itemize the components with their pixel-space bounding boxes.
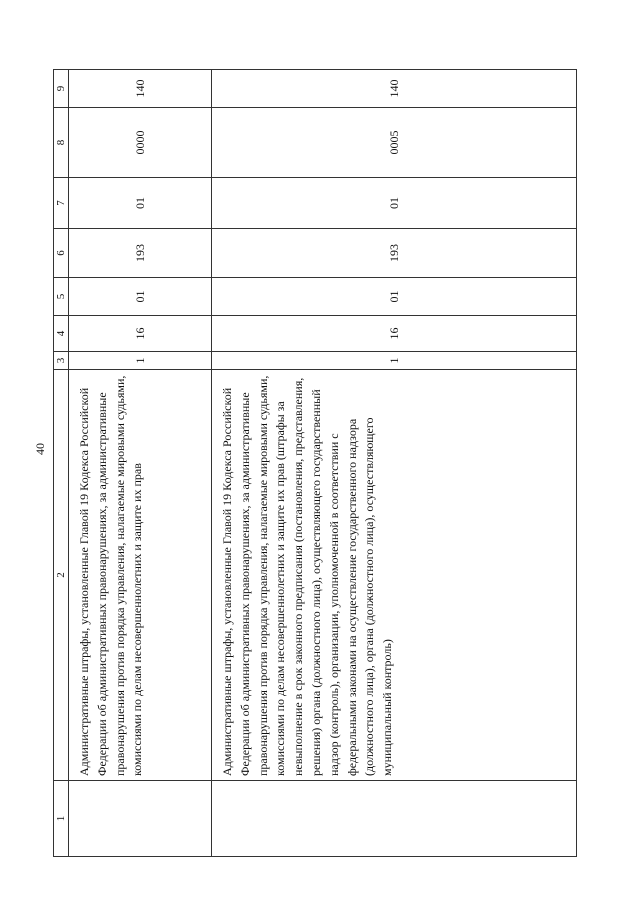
code-cell-8: 0005 [212, 108, 577, 178]
header-row [54, 70, 69, 857]
code-cell-3: 1 [212, 352, 577, 370]
code-cell-6: 193 [212, 229, 577, 278]
column-header-6: 6 [54, 229, 69, 278]
column-header-4: 4 [54, 316, 69, 352]
code-cell-9: 140 [212, 70, 577, 108]
code-cell-6: 193 [69, 229, 212, 278]
table-row [69, 70, 212, 857]
code-cell-5: 01 [69, 278, 212, 316]
budget-classification-table [53, 69, 577, 857]
column-header-2: 2 [54, 370, 69, 781]
column-header-8: 8 [54, 108, 69, 178]
row-number-cell [212, 781, 577, 857]
table-row [212, 70, 577, 857]
code-cell-7: 01 [212, 178, 577, 229]
rotated-table-wrapper [53, 70, 575, 857]
code-cell-4: 16 [69, 316, 212, 352]
description-cell: Административные штрафы, установленные Главой 19 Кодекса Российской Федерации об административных правонарушениях, за административные правонарушения против порядка управления, налагаемые мировыми судьями, комиссиями по делам несовершеннолетних и защите их прав [69, 370, 212, 781]
code-cell-5: 01 [212, 278, 577, 316]
code-cell-3: 1 [69, 352, 212, 370]
column-header-1: 1 [54, 781, 69, 857]
column-header-3: 3 [54, 352, 69, 370]
row-number-cell [69, 781, 212, 857]
column-header-9: 9 [54, 70, 69, 108]
code-cell-7: 01 [69, 178, 212, 229]
code-cell-8: 0000 [69, 108, 212, 178]
column-header-5: 5 [54, 278, 69, 316]
description-cell: Административные штрафы, установленные Главой 19 Кодекса Российской Федерации об административных правонарушениях, за административные правонарушения против порядка управления, налагаемые мировыми судьями, комиссиями по делам несовершеннолетних и защите их прав (штрафы за невыполнение в срок законного предписания (постановления, представления, решения) органа (должностного лица), осуществляющего государственный надзор (контроль), организации, уполномоченной в соответствии с федеральными законами на осуществление государственного надзора (должностного лица), органа (должностного лица), осуществляющего муниципальный контроль) [212, 370, 577, 781]
column-header-7: 7 [54, 178, 69, 229]
code-cell-4: 16 [212, 316, 577, 352]
page-number: 40 [33, 443, 47, 455]
code-cell-9: 140 [69, 70, 212, 108]
